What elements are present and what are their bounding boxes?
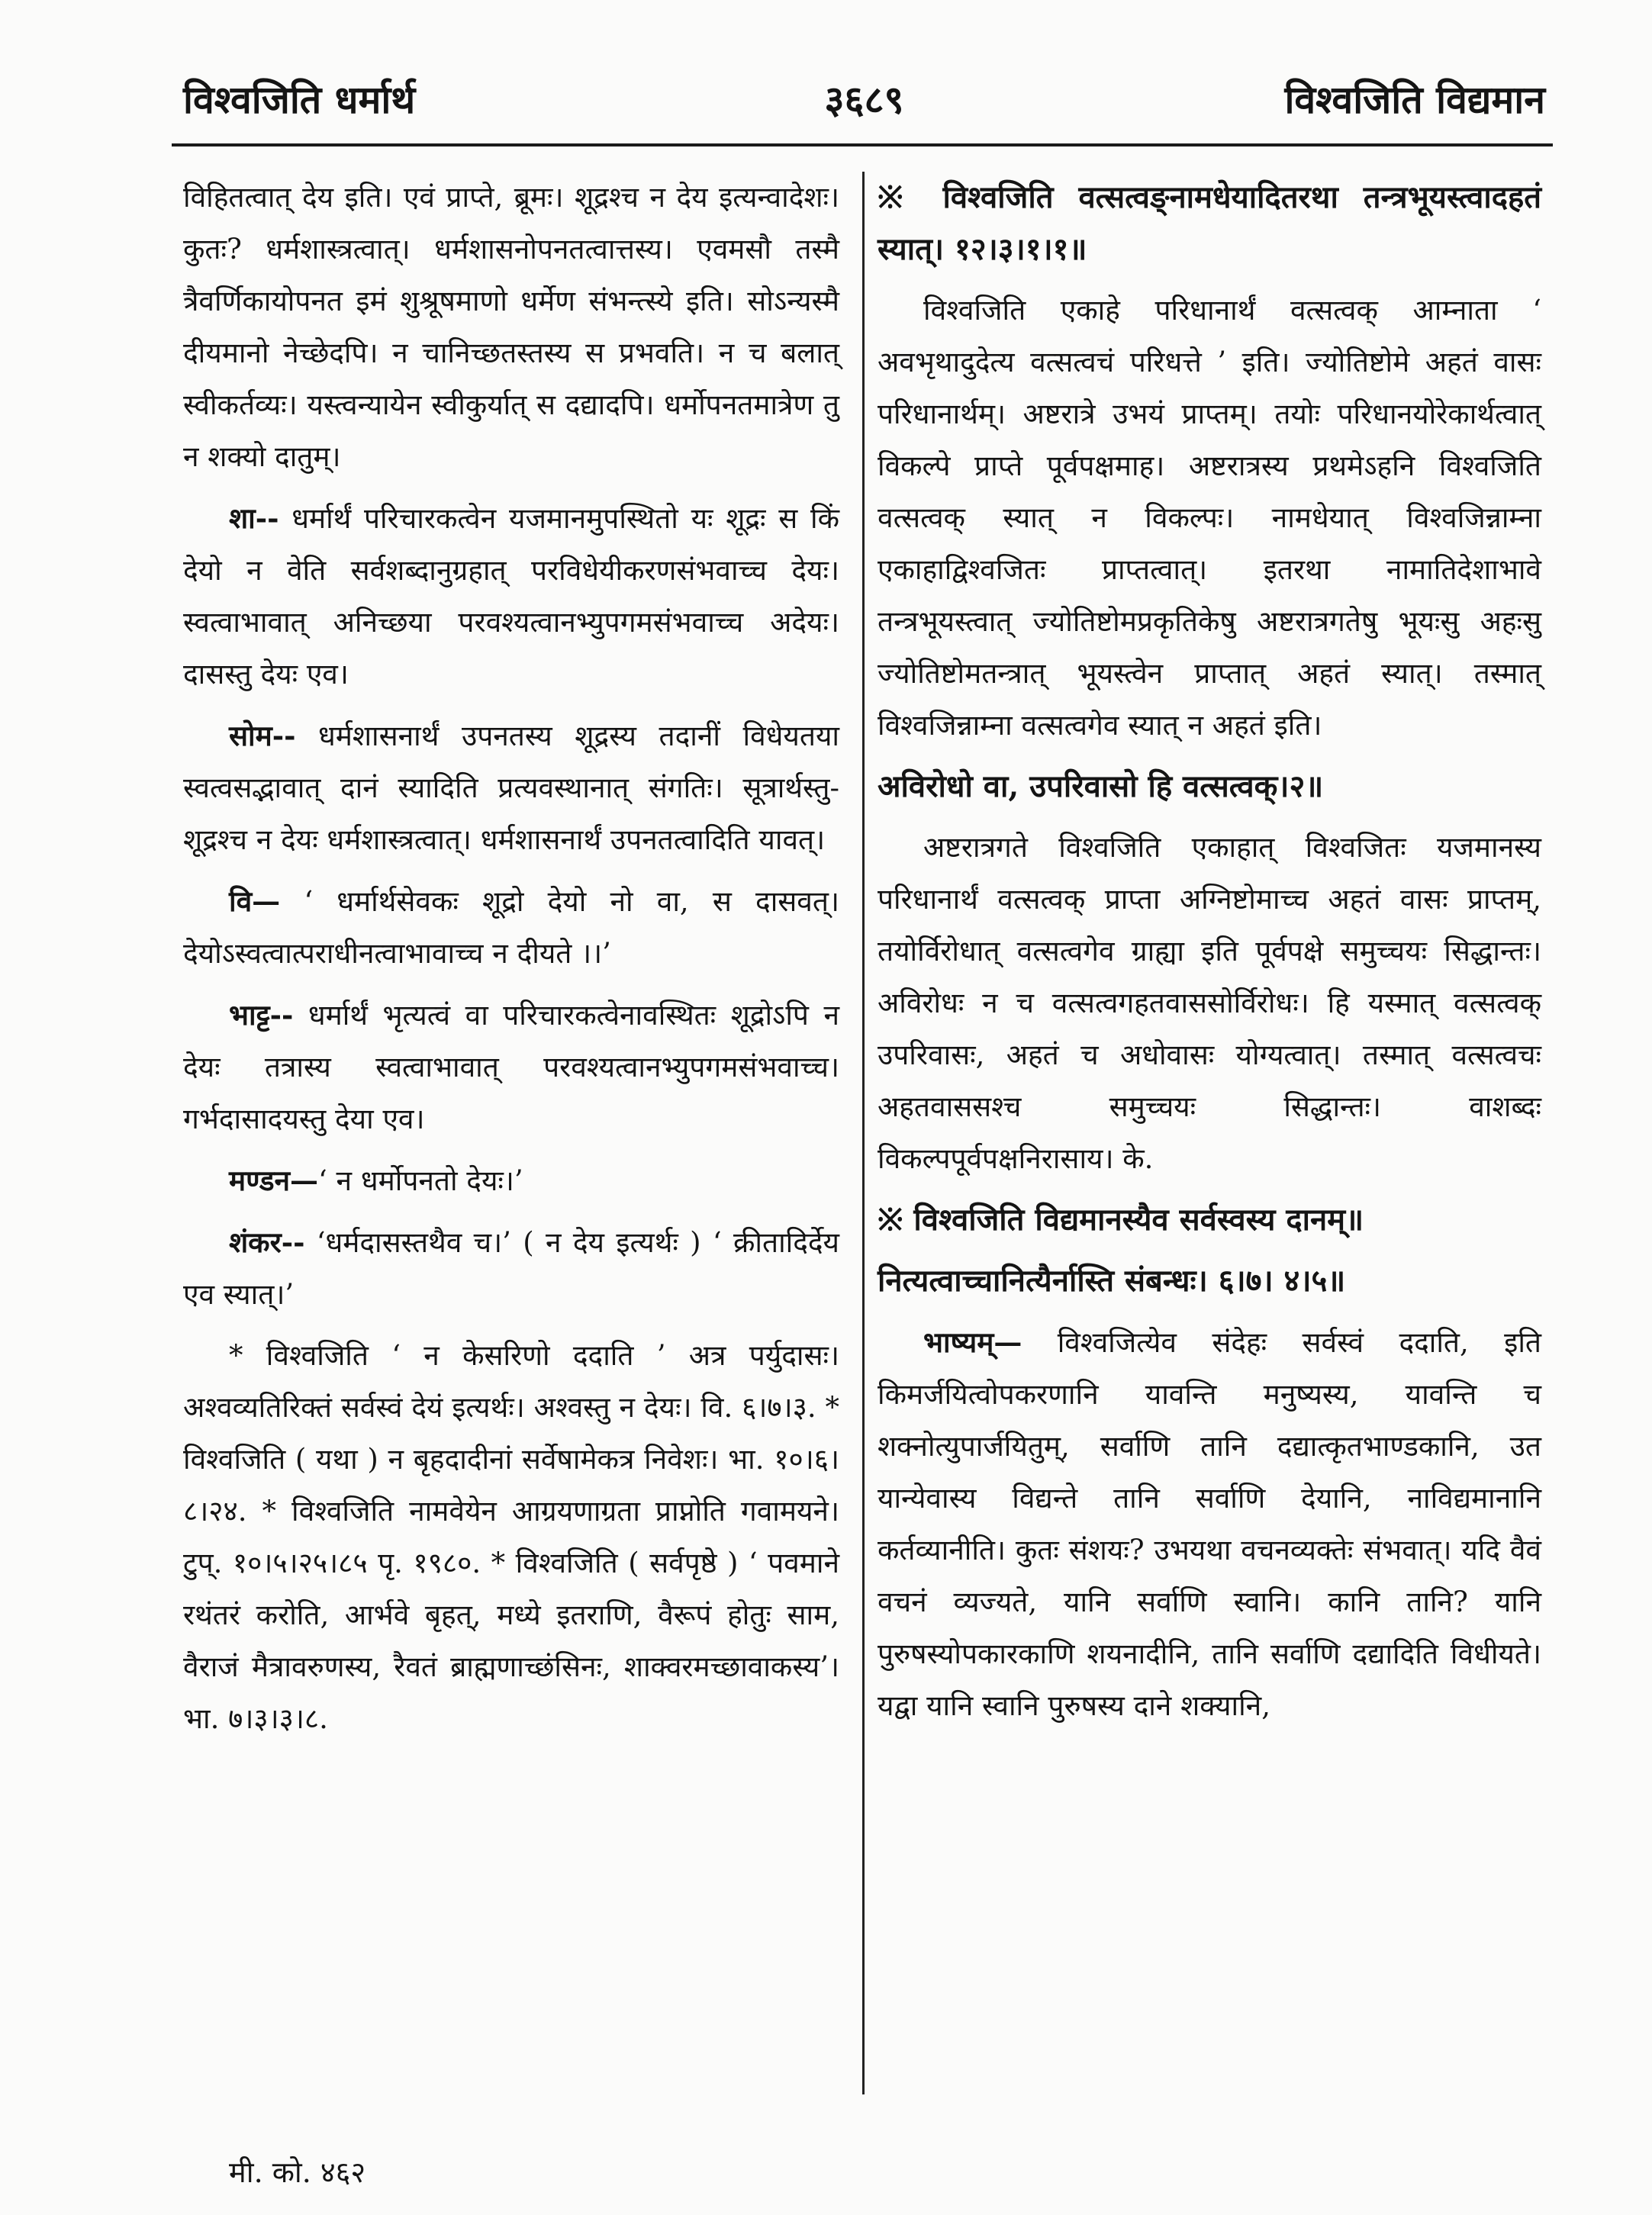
paragraph xyxy=(183,989,839,1145)
header-rule xyxy=(172,143,1553,146)
commentator-label: भाष्यम्— xyxy=(923,1325,1022,1359)
page-header xyxy=(183,72,1545,134)
paragraph xyxy=(183,1216,839,1321)
paragraph xyxy=(183,710,839,866)
commentator-label: मण्डन— xyxy=(229,1164,319,1197)
sutra-heading: नित्यत्वाच्चानित्यैर्नास्ति संबन्धः। ६।७। ४।५॥ xyxy=(878,1263,1346,1299)
paragraph xyxy=(183,1154,839,1207)
sutra-heading: ※ विश्वजिति वत्सत्वङ्नामधेयादितरथा तन्त्रभूयस्त्वादहतं स्यात्। १२।३।१।१॥ xyxy=(878,179,1541,267)
header-left-keyword: विश्वजिति धर्मार्थ xyxy=(183,78,416,122)
paragraph xyxy=(878,285,1541,752)
paragraph-text: ‘ न धर्मोपनतो देयः।’ xyxy=(318,1164,523,1197)
paragraph xyxy=(878,822,1541,1185)
page-number: ३६८९ xyxy=(824,78,904,122)
header-right-keyword: विश्वजिति विद्यमान xyxy=(1284,78,1545,122)
paragraph-text: विहितत्वात् देय इति। एवं प्राप्ते, ब्रूमः। शूद्रश्च न देय इत्यन्वादेशः। कुतः? धर्मशास्त्रत्वात्। धर्मशासनोपनतत्वात्तस्य। एवमसौ तस्मै त्रैवर्णिकायोपनत इमं शुश्रूषमाणो धर्मेण संभन्त्स्ये इति। सोऽन्यस्मै दीयमानो नेच्छेदपि। न चानिच्छतस्तस्य स प्रभवति। न च बलात् स्वीकर्तव्यः। यस्त्वन्यायेन स्वीकुर्यात् स दद्यादपि। धर्मोपनतमात्रेण तु न शक्यो दातुम्। xyxy=(183,181,839,473)
commentator-label: शंकर-- xyxy=(229,1225,305,1259)
paragraph-text: धर्मार्थं परिचारकत्वेन यजमानमुपस्थितो यः शूद्रः स किं देयो न वेति सर्वशब्दानुग्रहात् परविधेयीकरणसंभवाच्च देयः। स्वत्वाभावात् अनिच्छया परवश्यत्वानभ्युपगमसंभवाच्च अदेयः। दासस्तु देयः एव। xyxy=(183,502,839,691)
paragraph-text: धर्मशासनार्थं उपनतस्य शूद्रस्य तदानीं विधेयतया स्वत्वसद्भावात् दानं स्यादिति प्रत्यवस्थानात् संगतिः। सूत्रार्थस्तु- शूद्रश्च न देयः धर्मशास्त्रत्वात्। धर्मशासनार्थं उपनतत्वादिति यावत्। xyxy=(183,720,839,856)
paragraph xyxy=(878,1316,1541,1732)
paragraph-text: अष्टरात्रगते विश्वजिति एकाहात् विश्वजितः यजमानस्य परिधानार्थं वत्सत्वक् प्राप्ता अग्निष्टोमाच्च अहतं वासः प्राप्तम्, तयोर्विरोधात् वत्सत्वगेव ग्राह्या इति पूर्वपक्षे समुच्चयः सिद्धान्तः। अविरोधः न च वत्सत्वगहतवाससोर्विरोधः। हि यस्मात् वत्सत्वक् उपरिवासः, अहतं च अधोवासः योग्यत्वात्। तस्मात् वत्सत्वचः अहतवाससश्च समुच्चयः सिद्धान्तः। वाशब्दः विकल्पपूर्वपक्षनिरासाय। के. xyxy=(878,831,1541,1175)
sutra-heading: ※ विश्वजिति विद्यमानस्यैव सर्वस्वस्य दानम्॥ xyxy=(878,1202,1364,1238)
paragraph-text: विश्वजित्येव संदेहः सर्वस्वं ददाति, इति किमर्जयित्वोपकरणानि यावन्ति मनुष्यस्य, यावन्ति च शक्नोत्युपार्जयितुम्, सर्वाणि तानि दद्यात्कृतभाण्डकानि, उत यान्येवास्य विद्यन्ते तानि सर्वाणि देयानि, नाविद्यमानानि कर्तव्यानीति। कुतः संशयः? उभयथा वचनव्यक्तेः संभवात्। यदि वैवं वचनं व्यज्यते, यानि सर्वाणि स्वानि। कानि तानि? यानि पुरुषस्योपकारकाणि शयनादीनि, तानि सर्वाणि दद्यादिति विधीयते। यद्वा यानि स्वानि पुरुषस्य दाने शक्यानि, xyxy=(878,1326,1541,1722)
paragraph-text: विश्वजिति एकाहे परिधानार्थं वत्सत्वक् आम्नाता ‘ अवभृथादुदेत्य वत्सत्वचं परिधत्ते ’ इति। ज्योतिष्टोमे अहतं वासः परिधानार्थम्। अष्टरात्रे उभयं प्राप्तम्। तयोः परिधानयोरेकार्थत्वात् विकल्पे प्राप्ते पूर्वपक्षमाह। अष्टरात्रस्य प्रथमेऽहनि विश्वजिति वत्सत्वक् स्यात् न विकल्पः। नामधेयात् विश्वजिन्नाम्ना एकाहाद्विश्वजितः प्राप्तत्वात्। इतरथा नामातिदेशाभावे तन्त्रभूयस्त्वात् ज्योतिष्टोमप्रकृतिकेषु अष्टरात्रगतेषु भूयःसु अहःसु ज्योतिष्टोमतन्त्रात् भूयस्त्वेन प्राप्तात् अहतं स्यात्। तस्मात् विश्वजिन्नाम्ना वत्सत्वगेव स्यात् न अहतं इति। xyxy=(878,294,1541,742)
paragraph xyxy=(183,1330,839,1745)
paragraph xyxy=(183,492,839,700)
paragraph xyxy=(183,172,839,483)
sutra-heading: अविरोधो वा, उपरिवासो हि वत्सत्वक्।२॥ xyxy=(878,768,1324,804)
footer-signature: मी. को. ४६२ xyxy=(229,2155,366,2189)
commentator-label: भाट्ट-- xyxy=(229,998,294,1032)
paragraph-text: ‘ धर्मार्थसेवकः शूद्रो देयो नो वा, स दासवत्। देयोऽस्वत्वात्पराधीनत्वाभावाच्च न दीयते ।।’ xyxy=(183,885,839,970)
paragraph-text: ‘धर्मदासस्तथैव च।’ ( न देय इत्यर्थः ) ‘ क्रीतादिर्देय एव स्यात्।’ xyxy=(183,1226,839,1311)
column-divider xyxy=(862,172,865,2094)
paragraph-text: धर्मार्थं भृत्यत्वं वा परिचारकत्वेनावस्थितः शूद्रोऽपि न देयः तत्रास्य स्वत्वाभावात् परवश्यत्वानभ्युपगमसंभवाच्च। गर्भदासादयस्तु देया एव। xyxy=(183,999,839,1135)
commentator-label: वि— xyxy=(229,884,281,918)
commentator-label: शा-- xyxy=(229,501,279,535)
right-column xyxy=(878,172,1541,1741)
left-column xyxy=(183,172,839,1754)
paragraph xyxy=(183,875,839,980)
commentator-label: सोम-- xyxy=(229,719,296,752)
paragraph-text: * विश्वजिति ‘ न केसरिणो ददाति ’ अत्र पर्युदासः। अश्वव्यतिरिक्तं सर्वस्वं देयं इत्यर्थः। अश्वस्तु न देयः। वि. ६।७।३. * विश्वजिति ( यथा ) न बृहदादीनां सर्वेषामेकत्र निवेशः। भा. १०।६।८।२४. * विश्वजिति नामवेयेन आग्रयणाग्रता प्राप्नोति गवामयने। टुप्. १०।५।२५।८५ पृ. १९८०. * विश्वजिति ( सर्वपृष्ठे ) ‘ पवमाने रथंतरं करोति, आर्भवे बृहत्, मध्ये इतराणि, वैरूपं होतुः साम, वैराजं मैत्रावरुणस्य, रैवतं ब्राह्मणाच्छंसिनः, शाक्वरमच्छावाकस्य’। भा. ७।३।३।८. xyxy=(183,1339,839,1735)
